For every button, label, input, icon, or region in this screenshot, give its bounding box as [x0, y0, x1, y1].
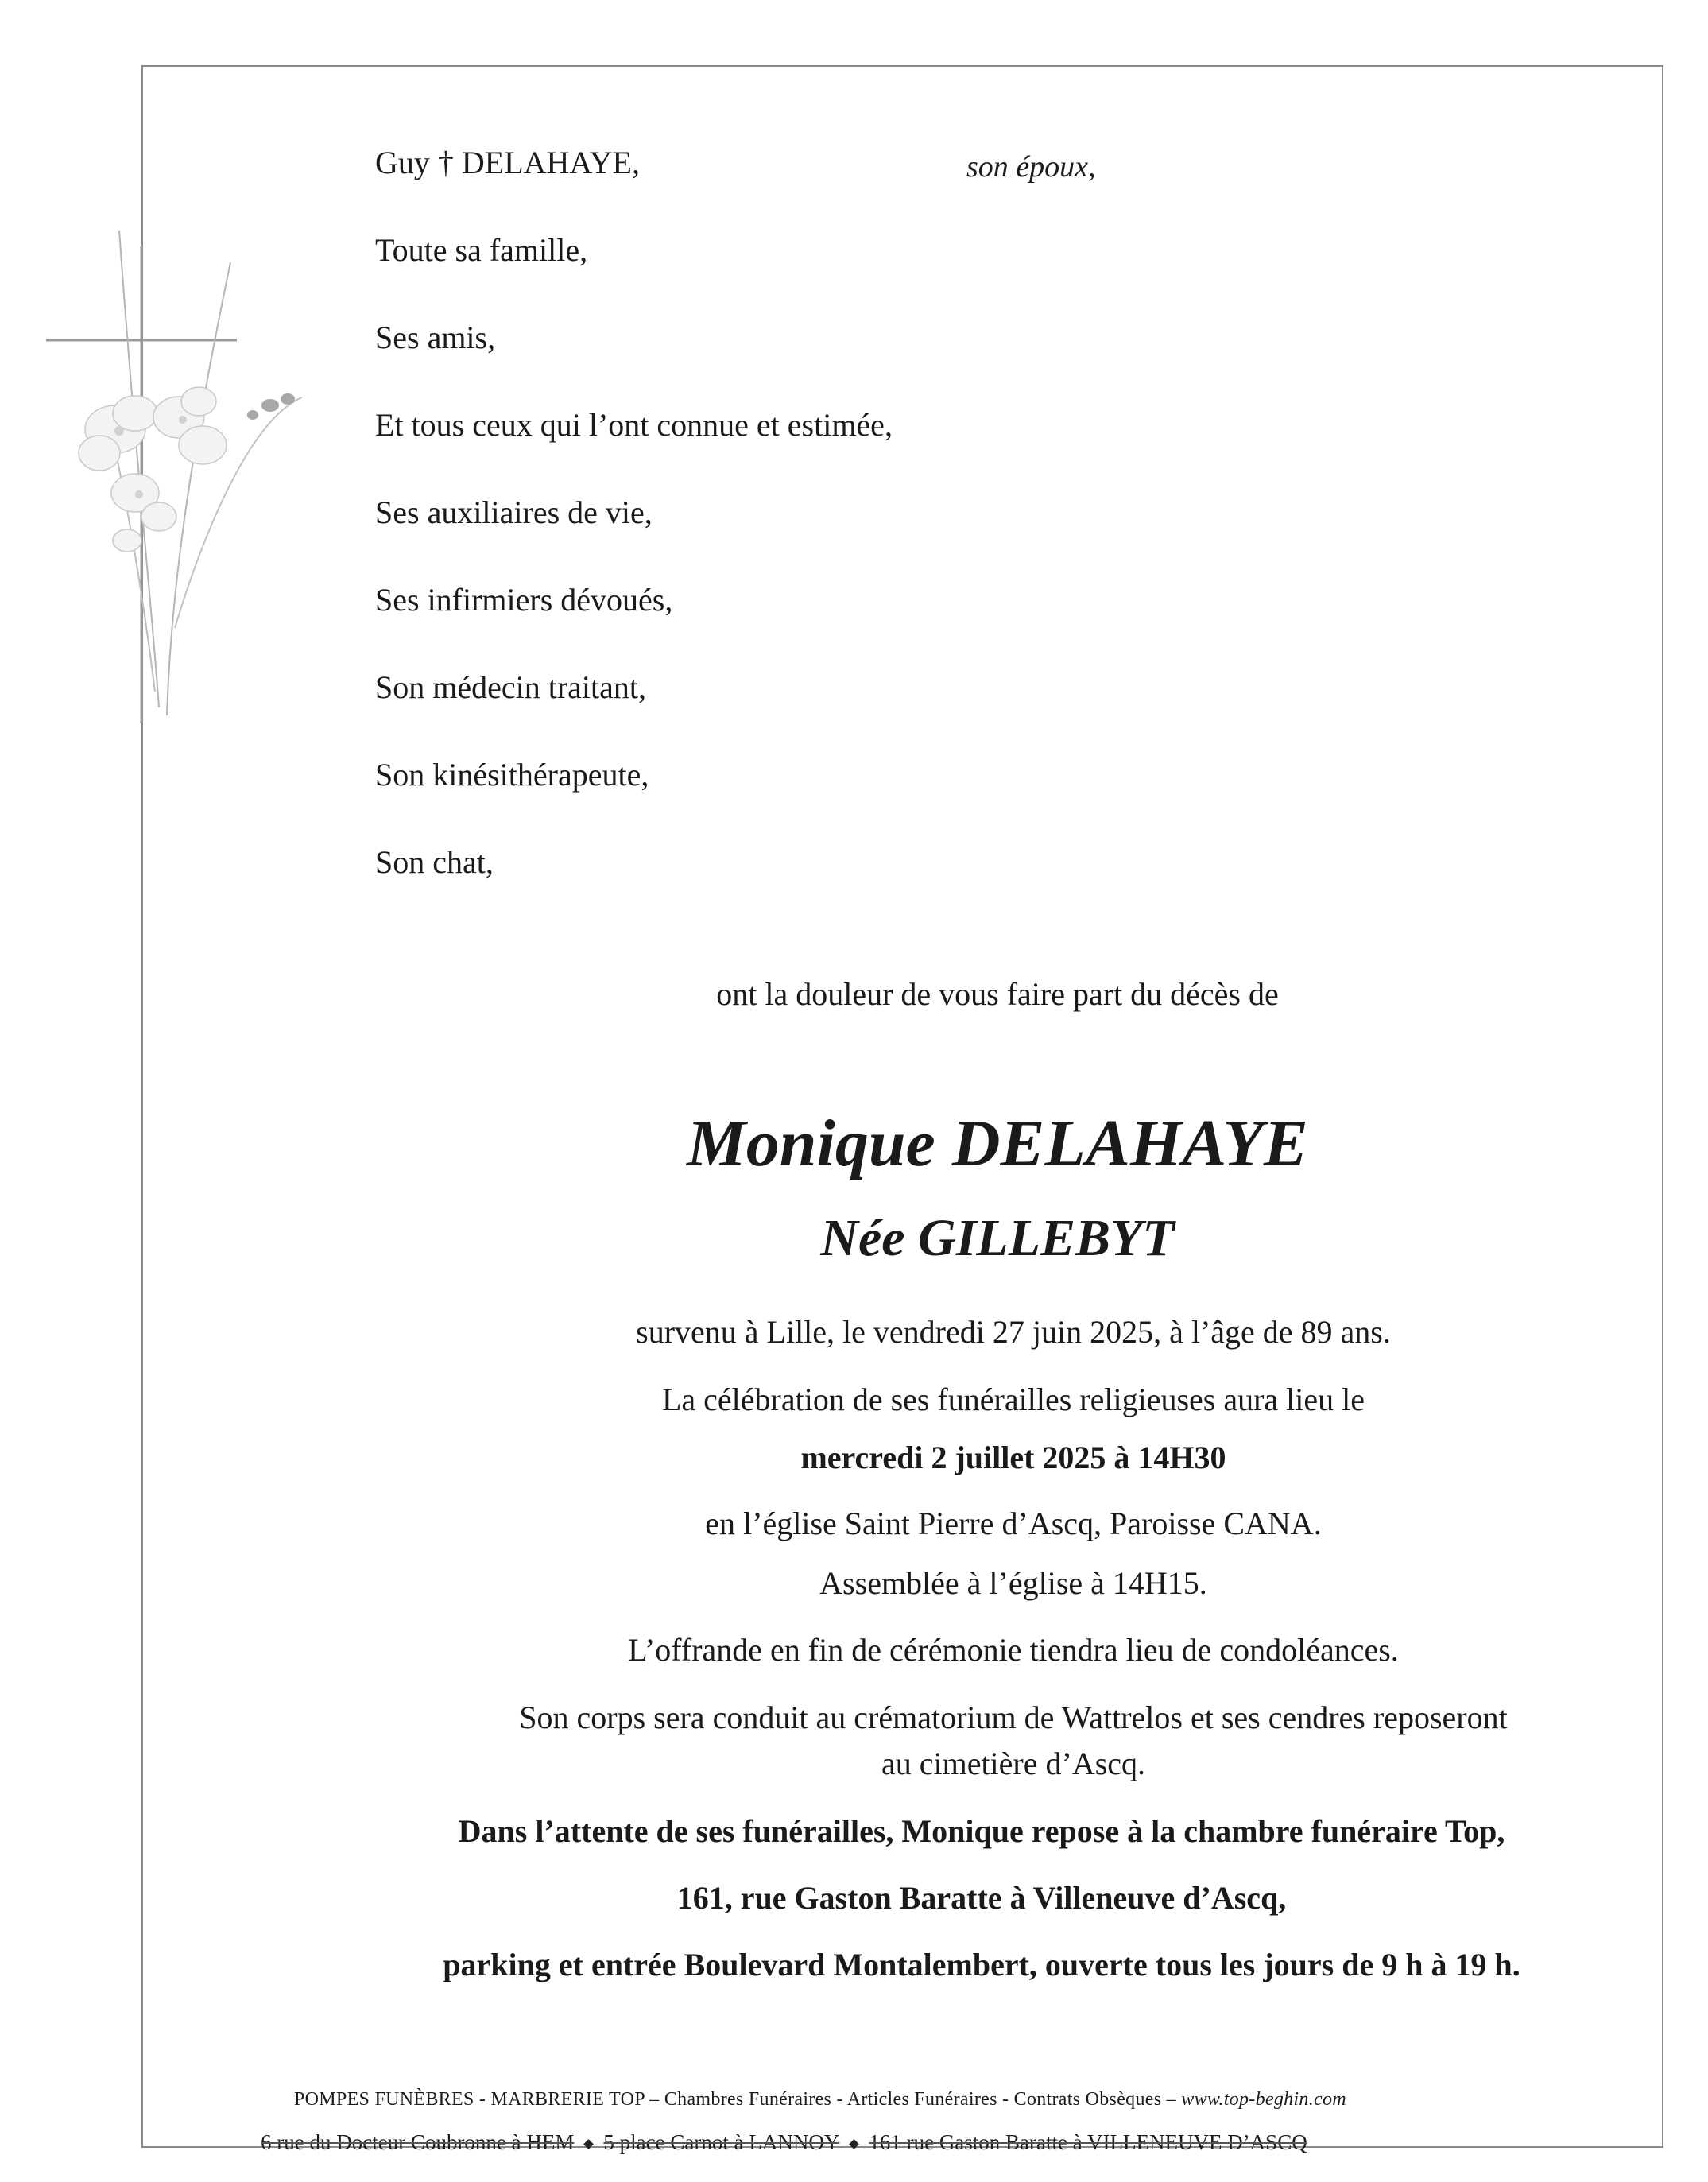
maiden-name: Née GILLEBYT [820, 1209, 1175, 1267]
funeral-home-footer [294, 2089, 1346, 2110]
family-line: Son kinésithérapeute, [375, 757, 649, 793]
diamond-separator-icon [849, 2139, 859, 2149]
address-hem: 6 rue du Docteur Coubronne à HEM [261, 2130, 575, 2154]
family-line: Toute sa famille, [375, 232, 588, 268]
family-line: Ses amis, [375, 320, 496, 355]
address-villeneuve: 161 rue Gaston Baratte à VILLENEUVE D’ASCQ [869, 2130, 1307, 2154]
family-line: Son chat, [375, 844, 494, 880]
family-line: Ses auxiliaires de vie, [375, 494, 653, 530]
husband-name: Guy † DELAHAYE, [375, 145, 640, 180]
cross-with-orchid-icon [40, 215, 318, 731]
celebration-date: mercredi 2 juillet 2025 à 14H30 [800, 1440, 1226, 1475]
deceased-name: Monique DELAHAYE [687, 1107, 1308, 1180]
announcement-text: ont la douleur de vous faire part du décès de [716, 976, 1279, 1012]
assembly-time: Assemblée à l’église à 14H15. [819, 1565, 1207, 1601]
death-details: survenu à Lille, le vendredi 27 juin 2025, à l’âge de 89 ans. [636, 1314, 1391, 1350]
company-services: POMPES FUNÈBRES - MARBRERIE TOP – Chambres Funéraires - Articles Funéraires - Contrats Obsèques – [294, 2089, 1176, 2110]
diamond-separator-icon [584, 2139, 595, 2149]
offering-note: L’offrande en fin de cérémonie tiendra lieu de condoléances. [628, 1632, 1399, 1668]
family-line: Ses infirmiers dévoués, [375, 582, 673, 618]
rest-location-line: Dans l’attente de ses funérailles, Monique repose à la chambre funéraire Top, [458, 1813, 1505, 1849]
family-line: Et tous ceux qui l’ont connue et estimée, [375, 407, 893, 443]
crematorium-line: Son corps sera conduit au crématorium de Wattrelos et ses cendres reposeront [519, 1699, 1508, 1735]
website-link[interactable]: www.top-beghin.com [1181, 2089, 1346, 2110]
celebration-intro: La célébration de ses funérailles religieuses aura lieu le [661, 1382, 1365, 1417]
rest-location-line: parking et entrée Boulevard Montalembert, ouverte tous les jours de 9 h à 19 h. [443, 1947, 1520, 1982]
addresses-footer [261, 2130, 1307, 2155]
crematorium-line: au cimetière d’Ascq. [881, 1746, 1146, 1781]
church-location: en l’église Saint Pierre d’Ascq, Paroisse CANA. [705, 1506, 1322, 1541]
husband-relation: son époux, [966, 150, 1096, 184]
family-line: Son médecin traitant, [375, 669, 647, 705]
address-lannoy: 5 place Carnot à LANNOY [603, 2130, 840, 2154]
rest-location-line: 161, rue Gaston Baratte à Villeneuve d’Ascq, [676, 1880, 1287, 1916]
